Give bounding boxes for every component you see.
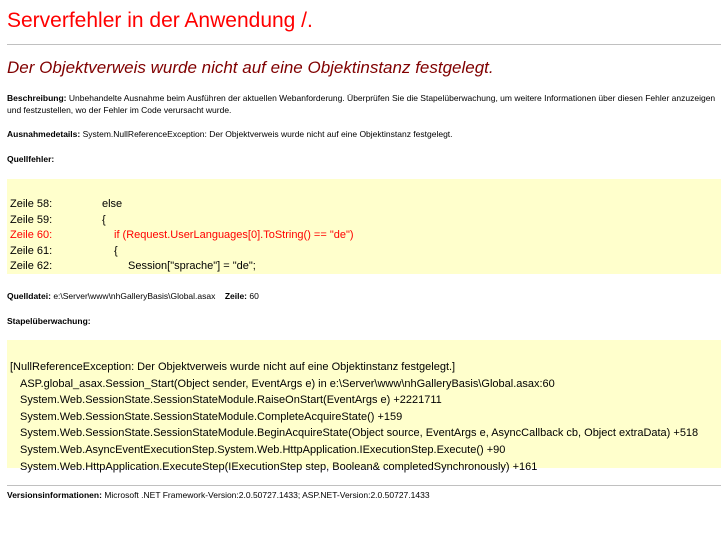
description-block	[7, 92, 723, 116]
source-file-label: Quelldatei:	[7, 291, 51, 301]
stack-trace-line: System.Web.SessionState.SessionStateModule.BeginAcquireState(Object source, EventArgs e, AsyncCallback cb, Object extraData) +518	[20, 427, 699, 440]
stack-trace-line: ASP.global_asax.Session_Start(Object sender, EventArgs e) in e:\Server\www\nhGalleryBasis\Global.asax:60	[20, 377, 555, 390]
source-error-label: Quellfehler:	[7, 154, 55, 164]
stack-trace-heading	[7, 315, 91, 327]
source-code-text: Session["sprache"] = "de";	[128, 260, 256, 272]
stack-trace-line: System.Web.HttpApplication.ExecuteStep(IExecutionStep step, Boolean& completedSynchronously) +161	[20, 460, 538, 473]
source-code-text: {	[102, 213, 106, 226]
source-code-line	[10, 213, 710, 228]
source-line-number-label: Zeile 59:	[10, 213, 53, 226]
source-code-line	[10, 197, 710, 212]
stack-trace-label: Stapelüberwachung:	[7, 316, 91, 326]
source-code-text: {	[114, 244, 118, 257]
source-line-number-label: Zeile 58:	[10, 198, 53, 210]
exception-details-text: System.NullReferenceException: Der Objektverweis wurde nicht auf eine Objektinstanz festgelegt.	[82, 129, 453, 139]
title-divider	[7, 44, 721, 45]
version-info-block	[7, 489, 430, 501]
source-code-line	[10, 228, 710, 243]
exception-details-label: Ausnahmedetails:	[7, 129, 81, 139]
version-info-label: Versionsinformationen:	[7, 490, 102, 500]
description-text: Unbehandelte Ausnahme beim Ausführen der aktuellen Webanforderung. Überprüfen Sie die Stapelüberwachung, um weitere Informationen über diesen Fehler anzuzeigen und festzustellen, wo der Fehler im Code verursacht wurde.	[7, 93, 716, 115]
description-label: Beschreibung:	[7, 93, 67, 103]
source-file-block	[7, 290, 259, 302]
version-info-text: Microsoft .NET Framework-Version:2.0.50727.1433; ASP.NET-Version:2.0.50727.1433	[104, 490, 430, 500]
source-line-number-label: Zeile 61:	[10, 244, 53, 257]
source-line-number: 60	[249, 291, 259, 301]
footer-divider	[7, 485, 721, 486]
source-code-line	[10, 259, 710, 274]
source-code-text: if (Request.UserLanguages[0].ToString() == "de")	[114, 229, 354, 241]
source-file-path: e:\Server\www\nhGalleryBasis\Global.asax	[53, 291, 216, 301]
exception-details-block	[7, 128, 453, 140]
source-code-line	[10, 244, 710, 259]
source-error-heading	[7, 153, 54, 165]
source-line-number-label: Zeile 62:	[10, 260, 53, 272]
stack-trace-line: System.Web.SessionState.SessionStateModule.RaiseOnStart(EventArgs e) +2221711	[20, 394, 442, 407]
stack-trace-line: [NullReferenceException: Der Objektverweis wurde nicht auf eine Objektinstanz festgelegt.]	[10, 361, 456, 373]
source-code-text: else	[102, 198, 123, 210]
page-title: Serverfehler in der Anwendung /.	[7, 9, 313, 32]
stack-trace-line: System.Web.SessionState.SessionStateModule.CompleteAcquireState() +159	[20, 410, 403, 423]
error-heading: Der Objektverweis wurde nicht auf eine Objektinstanz festgelegt.	[7, 58, 494, 77]
stack-trace-box	[7, 340, 721, 473]
stack-trace-line: System.Web.AsyncEventExecutionStep.System.Web.HttpApplication.IExecutionStep.Execute() +90	[20, 444, 506, 456]
source-line-label: Zeile:	[224, 291, 248, 301]
source-code-box	[7, 179, 721, 274]
source-line-number-label: Zeile 60:	[10, 229, 53, 241]
